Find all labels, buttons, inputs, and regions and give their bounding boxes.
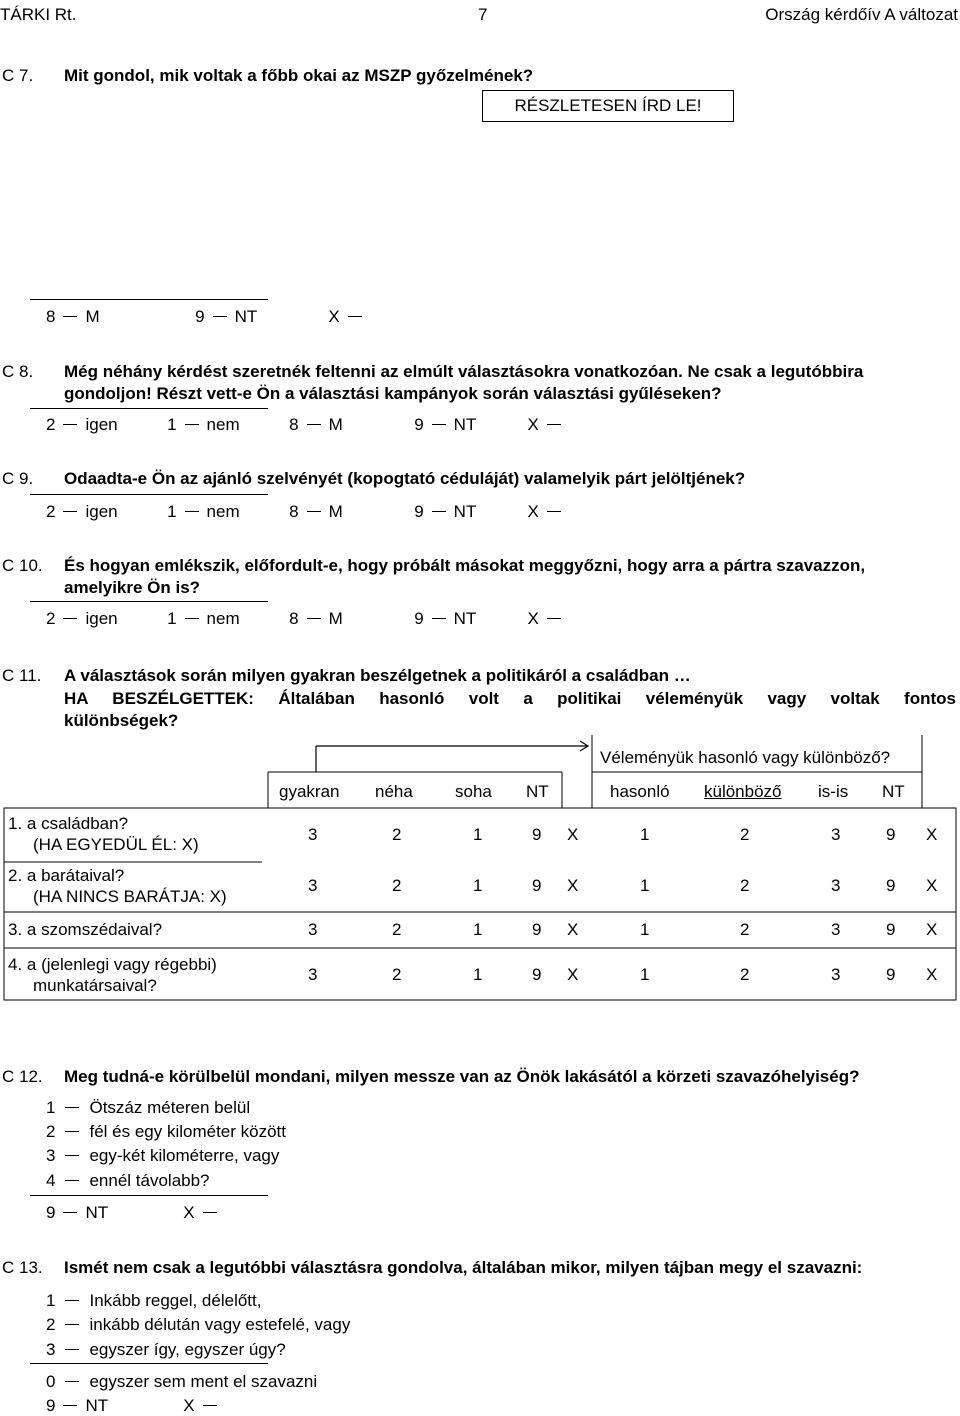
code-value: 8 [46,307,56,326]
option-code: 2 [46,1122,56,1141]
q12-option-4 [46,1171,210,1191]
table-cell[interactable]: X [926,920,938,939]
col-header: NT [882,782,905,801]
col-header: NT [526,782,549,801]
code-value: X [183,1203,195,1222]
code-value: X [183,1396,195,1415]
option-label: ennél távolabb? [89,1171,210,1190]
option-label: inkább délután vagy estefelé, vagy [89,1315,351,1334]
code-label: NT [453,502,477,521]
option-code: 2 [46,1315,56,1334]
code-value: 1 [167,502,177,521]
table-cell[interactable]: 3 [308,876,318,895]
col-header: is-is [818,782,849,801]
q12-option-3 [46,1146,279,1166]
q11-question-line1: A választások során milyen gyakran beszélgetnek a politikáról a családban … [64,666,691,685]
page-number: 7 [478,5,488,24]
code-label: nem [206,609,240,628]
code-value: X [328,307,340,326]
q7-question: Mit gondol, mik voltak a főbb okai az MSZP győzelmének? [64,66,534,85]
q13-option-2 [46,1315,350,1335]
option-label: egyszer sem ment el szavazni [89,1372,318,1391]
option-code: 0 [46,1372,56,1391]
header-org: TÁRKI Rt. [0,5,77,24]
q13-option-1 [46,1291,261,1311]
col-header: hasonló [610,782,670,801]
row-label: 3. a szomszédaival? [8,920,163,939]
row-label: 1. a családban? [8,814,129,833]
code-label: nem [206,502,240,521]
table-cell[interactable]: X [926,876,938,895]
q11-question-line3: különbségek? [64,711,179,730]
code-label: NT [453,415,477,434]
q7-instruction: RÉSZLETESEN ÍRD LE! [514,96,702,115]
table-cell[interactable]: 1 [473,920,483,939]
option-code: 4 [46,1171,56,1190]
q10-question-line2: amelyikre Ön is? [64,578,201,597]
code-label: nem [206,415,240,434]
code-value: 2 [46,609,56,628]
table-cell[interactable]: 3 [308,920,318,939]
header-title: Ország kérdőív A változat [765,5,958,24]
q11-sub-header: Véleményük hasonló vagy különböző? [600,748,891,767]
table-cell[interactable]: 3 [831,825,841,844]
row-label-note: munkatársaival? [33,976,157,995]
code-value: X [527,609,539,628]
q9-marker: C 9. [2,469,34,488]
q13-marker: C 13. [2,1258,43,1277]
table-cell[interactable]: 2 [740,876,750,895]
q13-separator [30,1363,268,1364]
table-cell[interactable]: 3 [831,965,841,984]
table-cell[interactable]: 9 [886,965,896,984]
code-label: igen [85,502,118,521]
table-cell[interactable]: 3 [308,965,318,984]
table-cell[interactable]: 1 [473,965,483,984]
table-cell[interactable]: 9 [886,876,896,895]
table-cell[interactable]: 2 [740,965,750,984]
code-value: 9 [46,1396,56,1415]
option-code: 1 [46,1098,56,1117]
code-value: 8 [289,502,299,521]
code-label: NT [85,1396,108,1415]
q12-codes [46,1203,225,1223]
q12-separator [30,1195,268,1196]
table-cell[interactable]: 9 [532,825,542,844]
q12-option-2 [46,1122,286,1142]
table-cell[interactable]: 9 [886,825,896,844]
row-label-note: (HA NINCS BARÁTJA: X) [33,887,227,906]
q13-codes [46,1396,225,1416]
code-label: NT [85,1203,108,1222]
q11-question-line2: HA BESZÉLGETTEK: Általában hasonló volt a politikai véleményük vagy voltak fontos [64,689,956,708]
option-label: Inkább reggel, délelőtt, [89,1291,262,1310]
code-value: 1 [167,609,177,628]
q10-marker: C 10. [2,556,43,575]
code-value: 2 [46,502,56,521]
table-cell[interactable]: X [567,965,579,984]
table-cell[interactable]: 9 [532,920,542,939]
q13-option-3 [46,1340,286,1360]
table-cell[interactable]: 1 [640,965,650,984]
row-label-note: (HA EGYEDÜL ÉL: X) [33,835,199,854]
q13-option-0 [46,1372,317,1392]
col-header: néha [375,782,413,801]
table-cell[interactable]: 9 [886,920,896,939]
code-value: X [527,415,539,434]
code-label: M [328,609,343,628]
q13-question: Ismét nem csak a legutóbbi választásra gondolva, általában mikor, milyen tájban megy el szavazni: [64,1258,863,1277]
table-cell[interactable]: 2 [392,920,402,939]
table-cell[interactable]: 2 [392,876,402,895]
table-cell[interactable]: X [567,825,579,844]
row-label: 2. a barátaival? [8,866,125,885]
table-cell[interactable]: 3 [831,920,841,939]
table-cell[interactable]: X [926,825,938,844]
table-cell[interactable]: X [567,876,579,895]
option-code: 1 [46,1291,56,1310]
table-cell[interactable]: 1 [473,876,483,895]
table-cell[interactable]: 3 [831,876,841,895]
option-label: egy-két kilométerre, vagy [89,1146,280,1165]
code-label: M [328,502,343,521]
code-value: 9 [414,415,424,434]
option-code: 3 [46,1340,56,1359]
q12-question: Meg tudná-e körülbelül mondani, milyen messze van az Önök lakásától a körzeti szavazóhelyiség? [64,1067,860,1086]
code-label: M [85,307,100,326]
code-value: 2 [46,415,56,434]
code-label: igen [85,609,118,628]
code-value: 8 [289,415,299,434]
table-cell[interactable]: 1 [640,920,650,939]
q9-question: Odaadta-e Ön az ajánló szelvényét (kopogtató céduláját) valamelyik párt jelöltjének? [64,469,746,488]
q12-option-1 [46,1098,250,1118]
code-label: M [328,415,343,434]
col-header: soha [455,782,492,801]
table-cell[interactable]: X [567,920,579,939]
code-value: 9 [195,307,205,326]
code-value: 9 [46,1203,56,1222]
row-label: 4. a (jelenlegi vagy régebbi) [8,955,217,974]
code-label: igen [85,415,118,434]
table-cell[interactable]: 2 [740,825,750,844]
code-label: NT [453,609,477,628]
table-cell[interactable]: 9 [532,876,542,895]
q8-question-line2: gondoljon! Részt vett-e Ön a választási kampányok során választási gyűléseken? [64,384,722,403]
q12-marker: C 12. [2,1067,43,1086]
q10-question-line1: És hogyan emlékszik, előfordult-e, hogy próbált másokat meggyőzni, hogy arra a pártra szavazzon, [64,556,866,575]
code-value: 1 [167,415,177,434]
q11-marker: C 11. [2,666,42,685]
code-value: 9 [414,609,424,628]
option-label: Ötszáz méteren belül [89,1098,251,1117]
q7-marker: C 7. [2,66,34,85]
table-cell[interactable]: 2 [740,920,750,939]
table-cell[interactable]: 3 [308,825,318,844]
table-cell[interactable]: 2 [392,965,402,984]
table-cell[interactable]: 9 [532,965,542,984]
col-header: gyakran [279,782,340,801]
col-header: különböző [704,782,782,801]
option-label: egyszer így, egyszer úgy? [89,1340,286,1359]
table-cell[interactable]: 1 [640,876,650,895]
option-code: 3 [46,1146,56,1165]
q8-question-line1: Még néhány kérdést szeretnék feltenni az elmúlt választásokra vonatkozóan. Ne csak a legutóbbira [64,362,864,381]
table-cell[interactable]: 2 [392,825,402,844]
code-label: NT [234,307,257,326]
code-value: X [527,502,539,521]
table-cell[interactable]: X [926,965,938,984]
code-value: 8 [289,609,299,628]
code-value: 9 [414,502,424,521]
option-label: fél és egy kilométer között [89,1122,286,1141]
table-cell[interactable]: 1 [473,825,483,844]
q8-marker: C 8. [2,362,34,381]
table-cell[interactable]: 1 [640,825,650,844]
